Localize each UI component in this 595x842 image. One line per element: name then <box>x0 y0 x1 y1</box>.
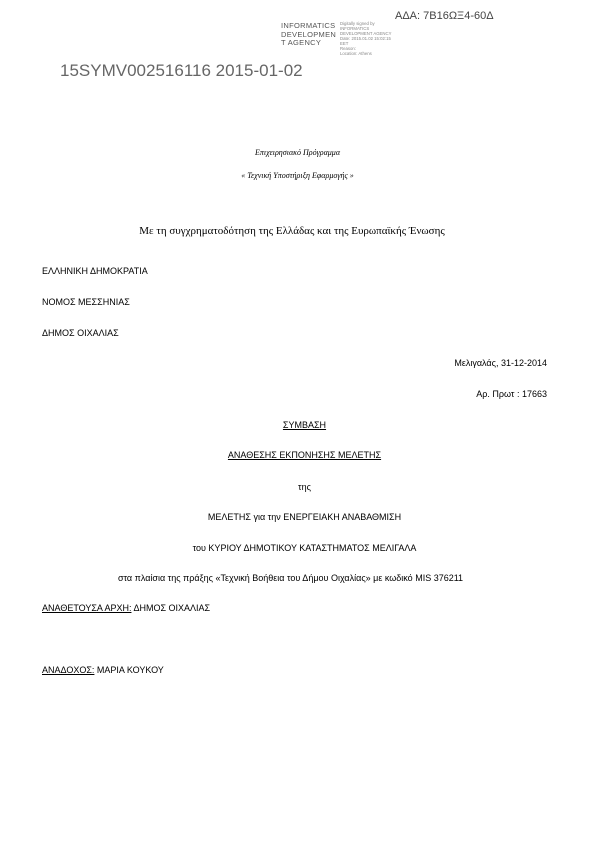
signature-detail-line: Date: 2015.01.02 15:02:15 <box>340 36 391 41</box>
title-connector: της <box>298 482 311 492</box>
study-title-line-2: του ΚΥΡΙΟΥ ΔΗΜΟΤΙΚΟΥ ΚΑΤΑΣΤΗΜΑΤΟΣ ΜΕΛΙΓΑΛΑ <box>192 543 417 553</box>
contractor <box>42 665 164 675</box>
signature-details <box>340 21 400 56</box>
signature-detail-line: DEVELOPMENT AGENCY <box>340 31 392 36</box>
signature-detail-line: EET <box>340 41 349 46</box>
contractor-value: ΜΑΡΙΑ ΚΟΥΚΟΥ <box>94 665 164 675</box>
contracting-authority <box>42 603 210 613</box>
place-date: Μελιγαλάς, 31-12-2014 <box>454 358 547 368</box>
contracting-authority-value: ΔΗΜΟΣ ΟΙΧΑΛΙΑΣ <box>131 603 211 613</box>
contractor-label: ΑΝΑΔΟΧΟΣ: <box>42 665 95 675</box>
study-title-line-3: στα πλαίσια της πράξης «Τεχνική Βοήθεια του Δήμου Οιχαλίας» με κωδικό MIS 376211 <box>117 573 464 583</box>
signature-detail-line: Location: Athens <box>340 51 372 56</box>
signature-org-line: DEVELOPMEN <box>281 29 337 39</box>
contracting-authority-label: ΑΝΑΘΕΤΟΥΣΑ ΑΡΧΗ: <box>42 603 132 613</box>
prefecture-heading: ΝΟΜΟΣ ΜΕΣΣΗΝΙΑΣ <box>42 297 130 307</box>
cofunding-statement: Με τη συγχρηματοδότηση της Ελλάδας και της Ευρωπαϊκής Ένωσης <box>139 225 445 237</box>
signature-organization <box>281 22 339 48</box>
republic-heading: ΕΛΛΗΝΙΚΗ ΔΗΜΟΚΡΑΤΙΑ <box>42 266 148 276</box>
signature-detail-line: INFORMATICS <box>340 26 370 31</box>
municipality-heading: ΔΗΜΟΣ ΟΙΧΑΛΙΑΣ <box>42 328 119 338</box>
protocol-number: Αρ. Πρωτ : 17663 <box>476 389 547 399</box>
signature-org-line: INFORMATICS <box>281 21 336 30</box>
signature-detail-line: Reason: <box>340 46 357 51</box>
contract-title: ΣΥΜΒΑΣΗ <box>282 420 327 430</box>
study-title-line-1: ΜΕΛΕΤΗΣ για την ΕΝΕΡΓΕΙΑΚΗ ΑΝΑΒΑΘΜΙΣΗ <box>207 512 402 522</box>
assignment-title: ΑΝΑΘΕΣΗΣ ΕΚΠΟΝΗΣΗΣ ΜΕΛΕΤΗΣ <box>227 450 382 460</box>
program-name: « Τεχνική Υποστήριξη Εφαρμογής » <box>241 171 354 180</box>
ada-code: ΑΔΑ: 7Β16ΩΞ4-60Δ <box>395 10 494 22</box>
signature-detail-line: Digitally signed by <box>340 21 375 26</box>
signature-org-line: T AGENCY <box>281 38 322 47</box>
program-title: Επιχειρησιακό Πρόγραμμα <box>254 148 341 157</box>
registry-number: 15SYMV002516116 2015-01-02 <box>60 61 303 80</box>
